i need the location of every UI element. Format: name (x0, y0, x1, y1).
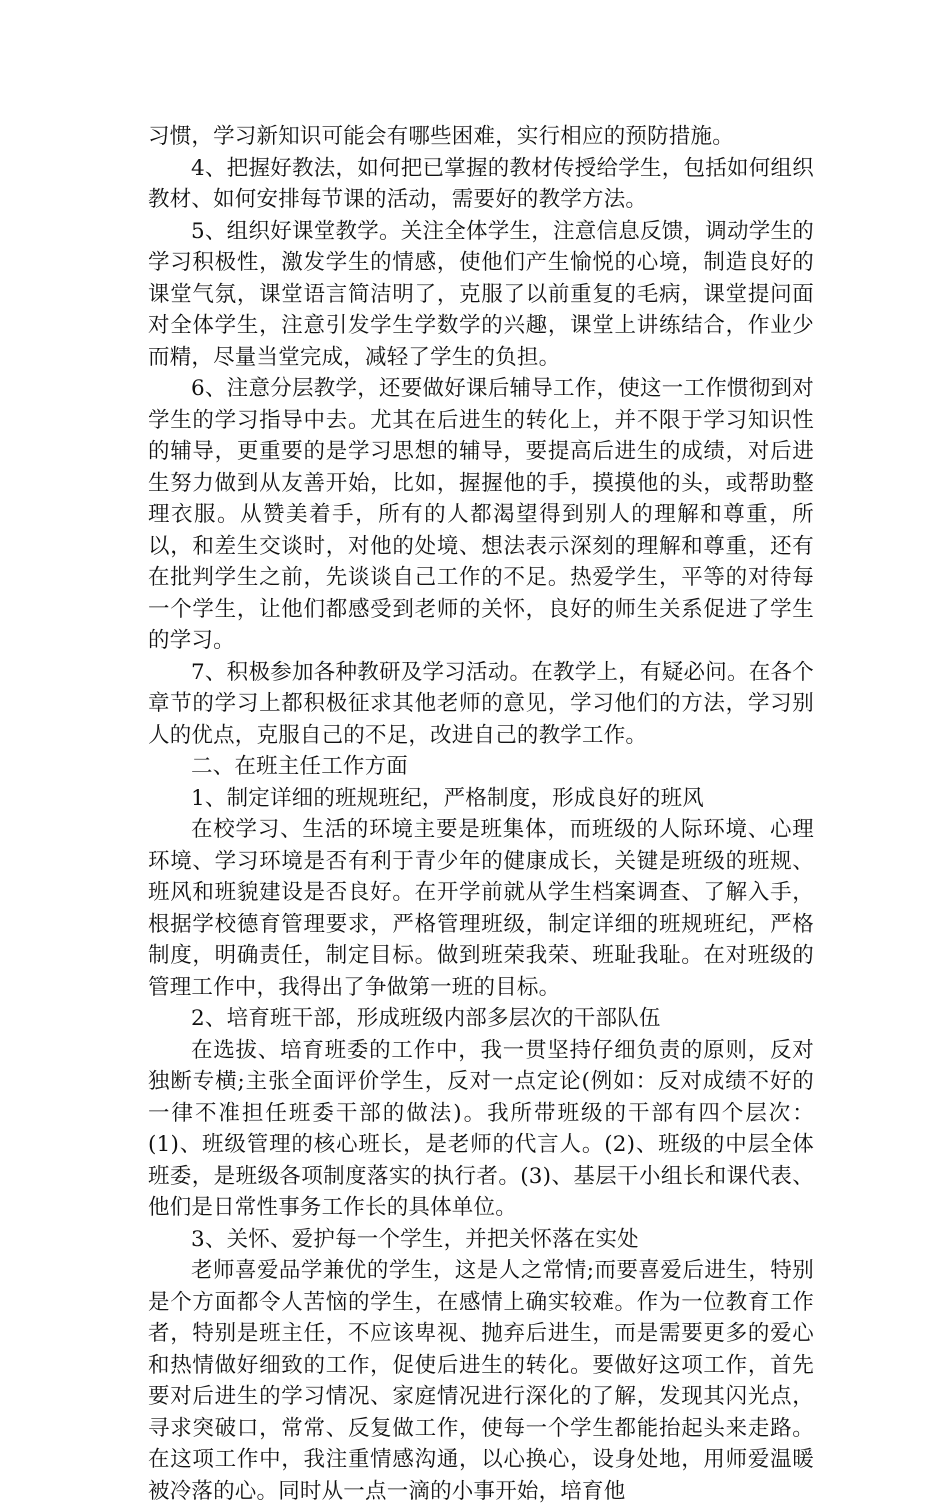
paragraph-cadre-selection: 在选拔、培育班委的工作中，我一贯坚持仔细负责的原则，反对独断专横;主张全面评价学生，反对一点定论(例如：反对成绩不好的一律不准担任班委干部的做法)。我所带班级的干部有四个层次：(1)、班级管理的核心班长，是老师的代言人。(2)、班级的中层全体班委，是班级各项制度落实的执行者。(3)、基层干小组长和课代表、他们是日常性事务工作长的具体单位。 (148, 1037, 814, 1220)
paragraph-layered-teaching: 6、注意分层教学，还要做好课后辅导工作，使这一工作惯彻到对学生的学习指导中去。尤其在后进生的转化上，并不限于学习知识性的辅导，更重要的是学习思想的辅导，要提高后进生的成绩，对后进生努力做到从友善开始，比如，握握他的手，摸摸他的头，或帮助整理衣服。从赞美着手，所有的人都渴望得到别人的理解和尊重，所以，和差生交谈时，对他的处境、想法表示深刻的理解和尊重，还有在批判学生之前，先谈谈自己工作的不足。热爱学生，平等的对待每一个学生，让他们都感受到老师的关怀，良好的师生关系促进了学生的学习。 (148, 376, 814, 653)
subheading-class-cadres: 2、培育班干部，形成班级内部多层次的干部队伍 (191, 1006, 661, 1031)
subheading-care-for-students: 3、关怀、爱护每一个学生，并把关怀落在实处 (191, 1226, 639, 1252)
paragraph-research-activities: 7、积极参加各种教研及学习活动。在教学上，有疑必问。在各个章节的学习上都积极征求其他老师的意见，学习他们的方法，学习别人的优点，克服自己的不足，改进自己的教学工作。 (148, 659, 814, 748)
paragraph-class-environment: 在校学习、生活的环境主要是班集体，而班级的人际环境、心理环境、学习环境是否有利于青少年的健康成长，关键是班级的班规、班风和班貌建设是否良好。在开学前就从学生档案调查、了解入手，根据学校德育管理要求，严格管理班级，制定详细的班规班纪，严格制度，明确责任，制定目标。做到班荣我荣、班耻我耻。在对班级的管理工作中，我得出了争做第一班的目标。 (148, 817, 814, 1000)
paragraph-teaching-method: 4、把握好教法，如何把已掌握的教材传授给学生，包括如何组织教材、如何安排每节课的活动，需要好的教学方法。 (148, 155, 814, 212)
section-heading-head-teacher: 二、在班主任工作方面 (191, 754, 409, 779)
paragraph-underachievers: 老师喜爱品学兼优的学生，这是人之常情;而要喜爱后进生，特别是个方面都令人苦恼的学生，在感情上确实较难。作为一位教育工作者，特别是班主任，不应该卑视、抛弃后进生，而是需要更多的爱心和热情做好细致的工作，促使后进生的转化。要做好这项工作，首先要对后进生的学习情况、家庭情况进行深化的了解，发现其闪光点，寻求突破口，常常、反复做工作，使每一个学生都能抬起头来走路。在这项工作中，我注重情感沟通，以心换心，设身处地，用师爱温暖被冷落的心。同时从一点一滴的小事开始，培育他 (148, 1258, 814, 1504)
document-page (148, 121, 814, 1507)
paragraph-classroom-teaching: 5、组织好课堂教学。关注全体学生，注意信息反馈，调动学生的学习积极性，激发学生的情感，使他们产生愉悦的心境，制造良好的课堂气氛，课堂语言简洁明了，克服了以前重复的毛病，课堂提问面对全体学生，注意引发学生学数学的兴趣，课堂上讲练结合，作业少而精，尽量当堂完成，减轻了学生的负担。 (148, 218, 814, 370)
subheading-class-rules: 1、制定详细的班规班纪，严格制度，形成良好的班风 (191, 785, 704, 811)
paragraph-continuation: 习惯，学习新知识可能会有哪些困难，实行相应的预防措施。 (148, 124, 734, 149)
